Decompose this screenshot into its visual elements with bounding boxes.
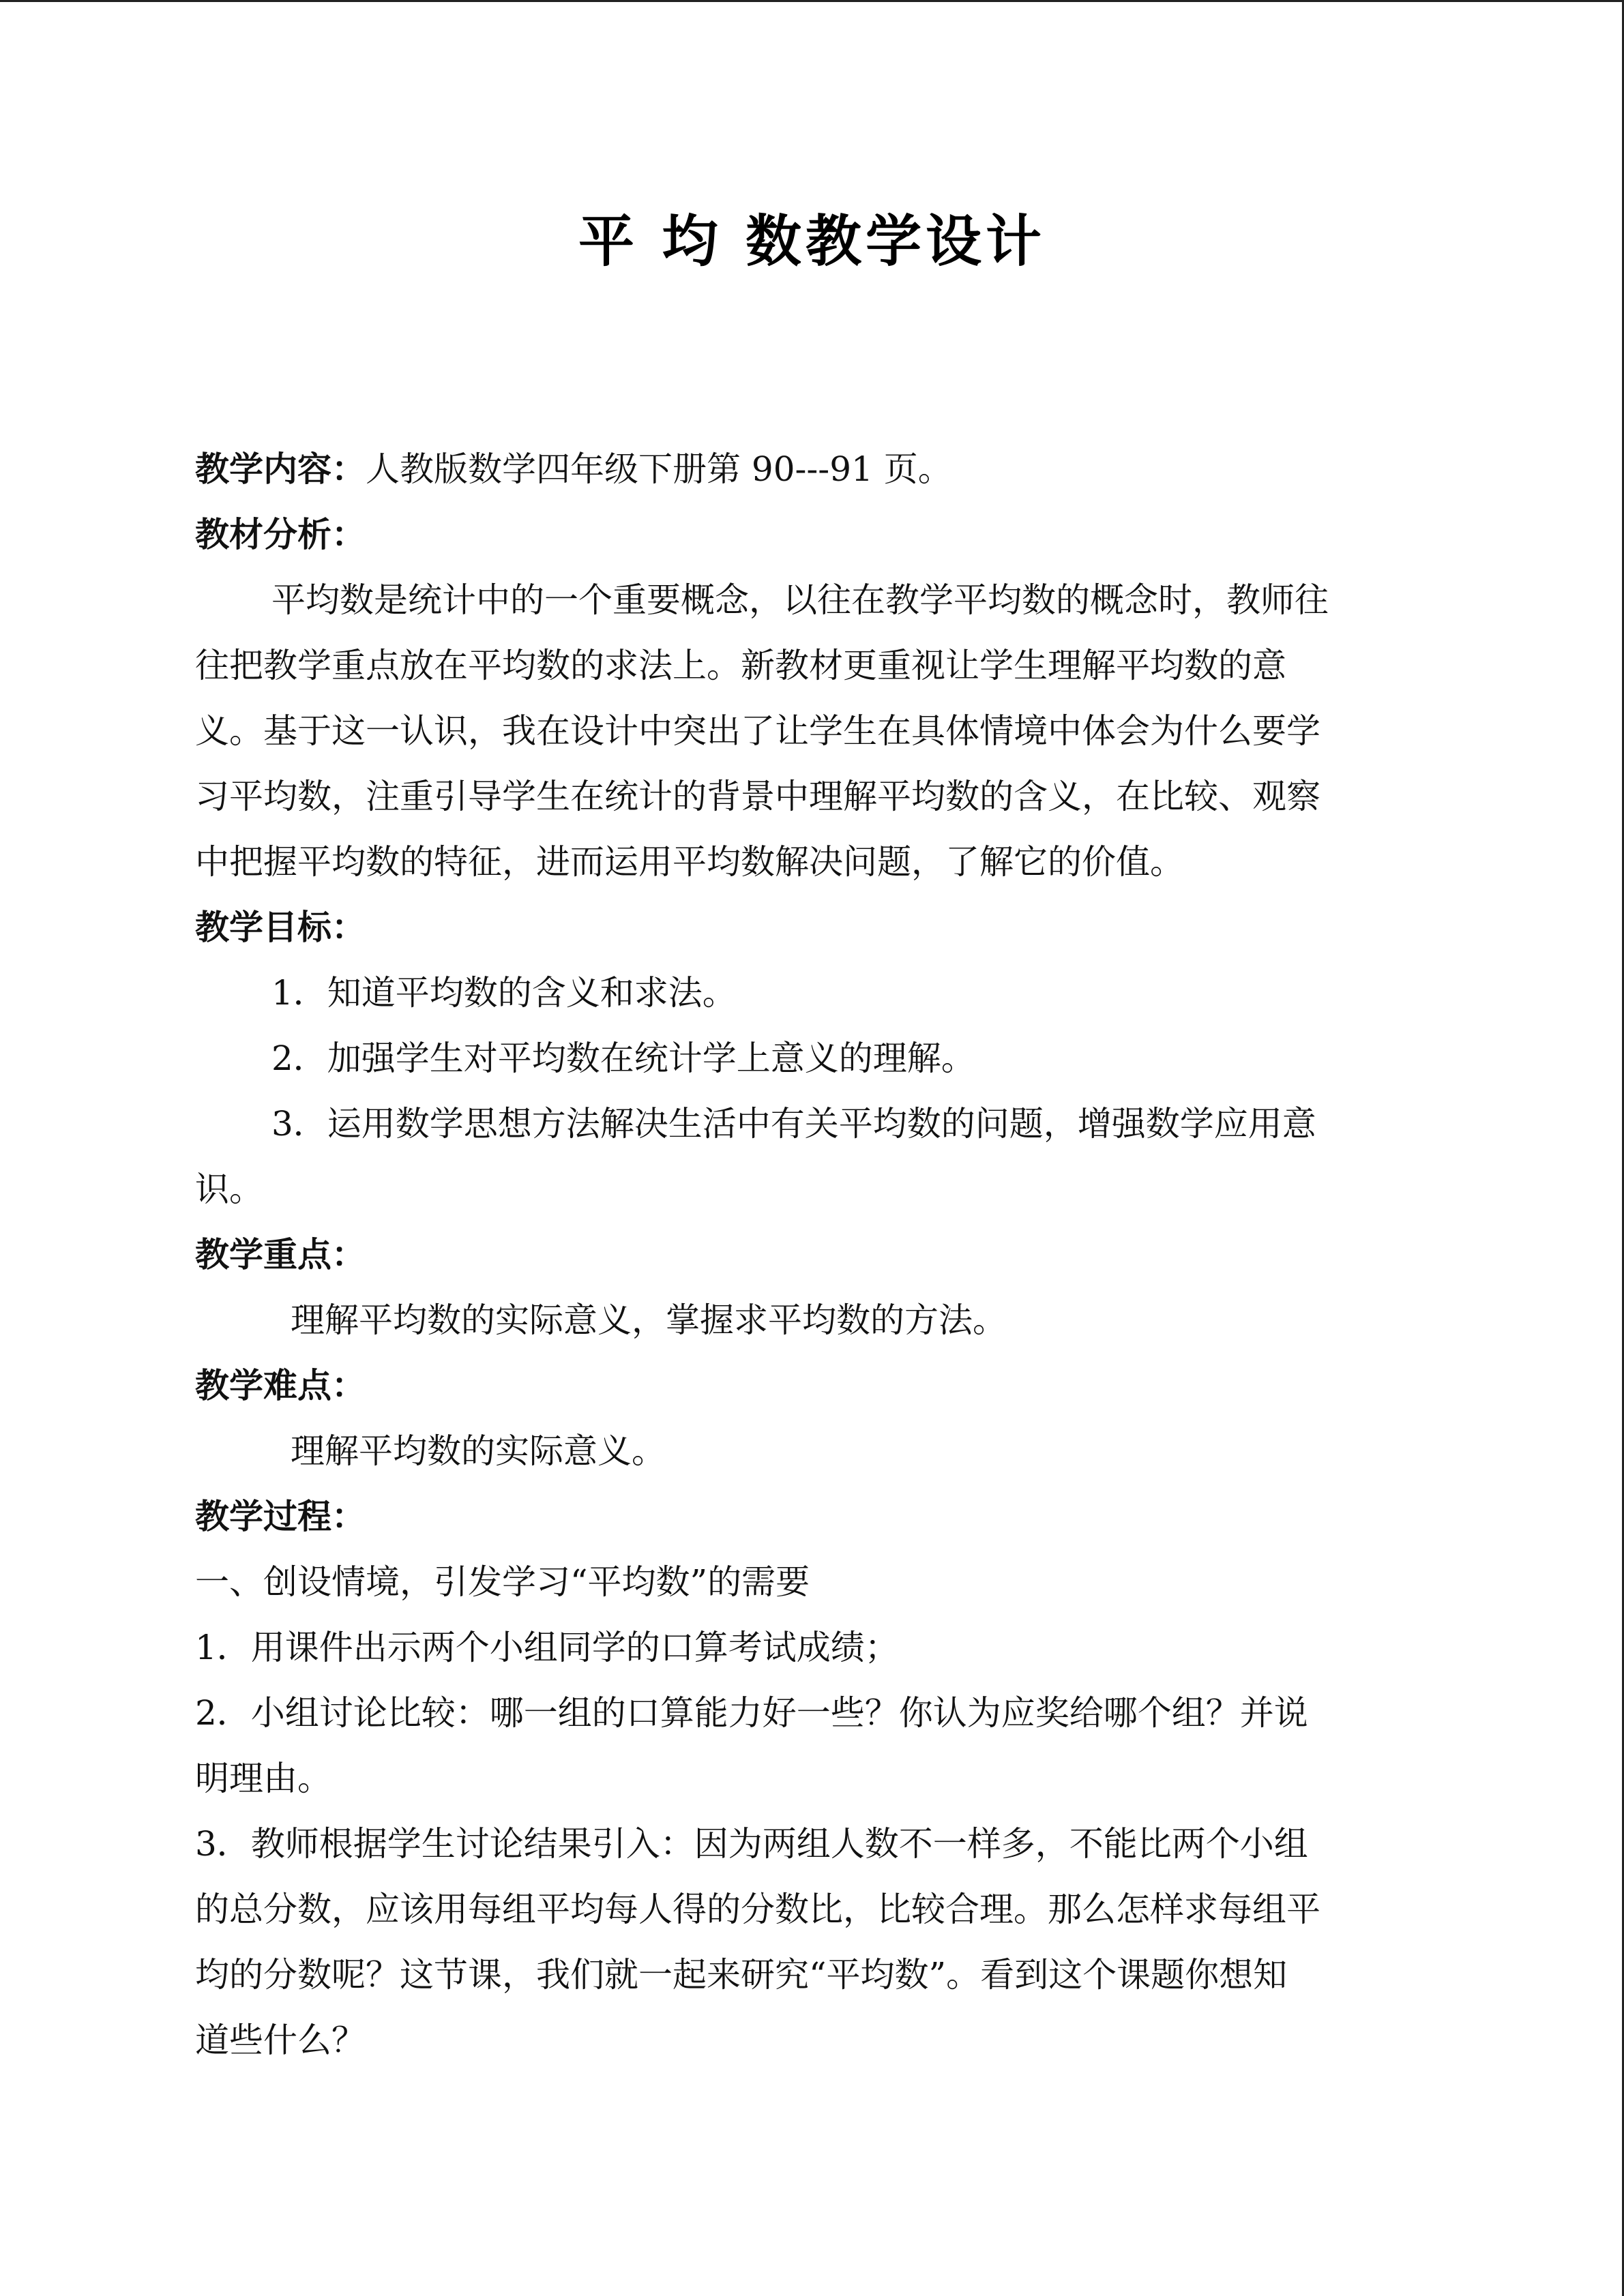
analysis-paragraph-line: 平均数是统计中的一个重要概念，以往在教学平均数的概念时，教师往 [271,580,1329,620]
objective-item-continuation: 识。 [195,1169,263,1209]
process-line: 道些什么？ [195,2021,366,2060]
page-border-top [0,0,1624,2]
teaching-content-line [195,436,1464,502]
process-line: 明理由。 [195,1759,331,1798]
teaching-content-label: 教学内容： [195,449,366,489]
analysis-paragraph-line: 义。基于这一认识，我在设计中突出了让学生在具体情境中体会为什么要学 [195,711,1320,751]
objectives-label: 教学目标： [195,908,366,947]
key-point-text: 理解平均数的实际意义，掌握求平均数的方法。 [291,1300,1007,1340]
process-line: 均的分数呢？这节课，我们就一起来研究“平均数”。看到这个课题你想知 [195,1955,1288,1995]
analysis-label: 教材分析： [195,515,366,554]
analysis-paragraph-line: 习平均数，注重引导学生在统计的背景中理解平均数的含义，在比较、观察 [195,777,1320,816]
document-body [195,436,1464,2073]
process-section-title: 一、创设情境，引发学习“平均数”的需要 [195,1562,810,1602]
objective-item: 1．知道平均数的含义和求法。 [271,973,737,1013]
process-line: 1．用课件出示两个小组同学的口算考试成绩； [195,1628,899,1667]
teaching-content-text: 人教版数学四年级下册第 90---91 页。 [366,449,952,489]
difficulty-label: 教学难点： [195,1366,366,1405]
objective-item: 2．加强学生对平均数在统计学上意义的理解。 [271,1039,975,1078]
document-title: 平 均 数教学设计 [578,209,1046,274]
process-line: 2．小组讨论比较：哪一组的口算能力好一些？你认为应奖给哪个组？并说 [195,1693,1308,1733]
difficulty-text: 理解平均数的实际意义。 [291,1431,666,1471]
process-line: 的总分数，应该用每组平均每人得的分数比，比较合理。那么怎样求每组平 [195,1890,1320,1929]
analysis-paragraph-line: 往把教学重点放在平均数的求法上。新教材更重视让学生理解平均数的意 [195,646,1286,685]
process-line: 3．教师根据学生讨论结果引入：因为两组人数不一样多，不能比两个小组 [195,1824,1308,1864]
key-point-label: 教学重点： [195,1235,366,1274]
process-label: 教学过程： [195,1497,366,1536]
objective-item: 3．运用数学思想方法解决生活中有关平均数的问题，增强数学应用意 [271,1104,1316,1144]
analysis-paragraph-line: 中把握平均数的特征，进而运用平均数解决问题，了解它的价值。 [195,842,1184,882]
